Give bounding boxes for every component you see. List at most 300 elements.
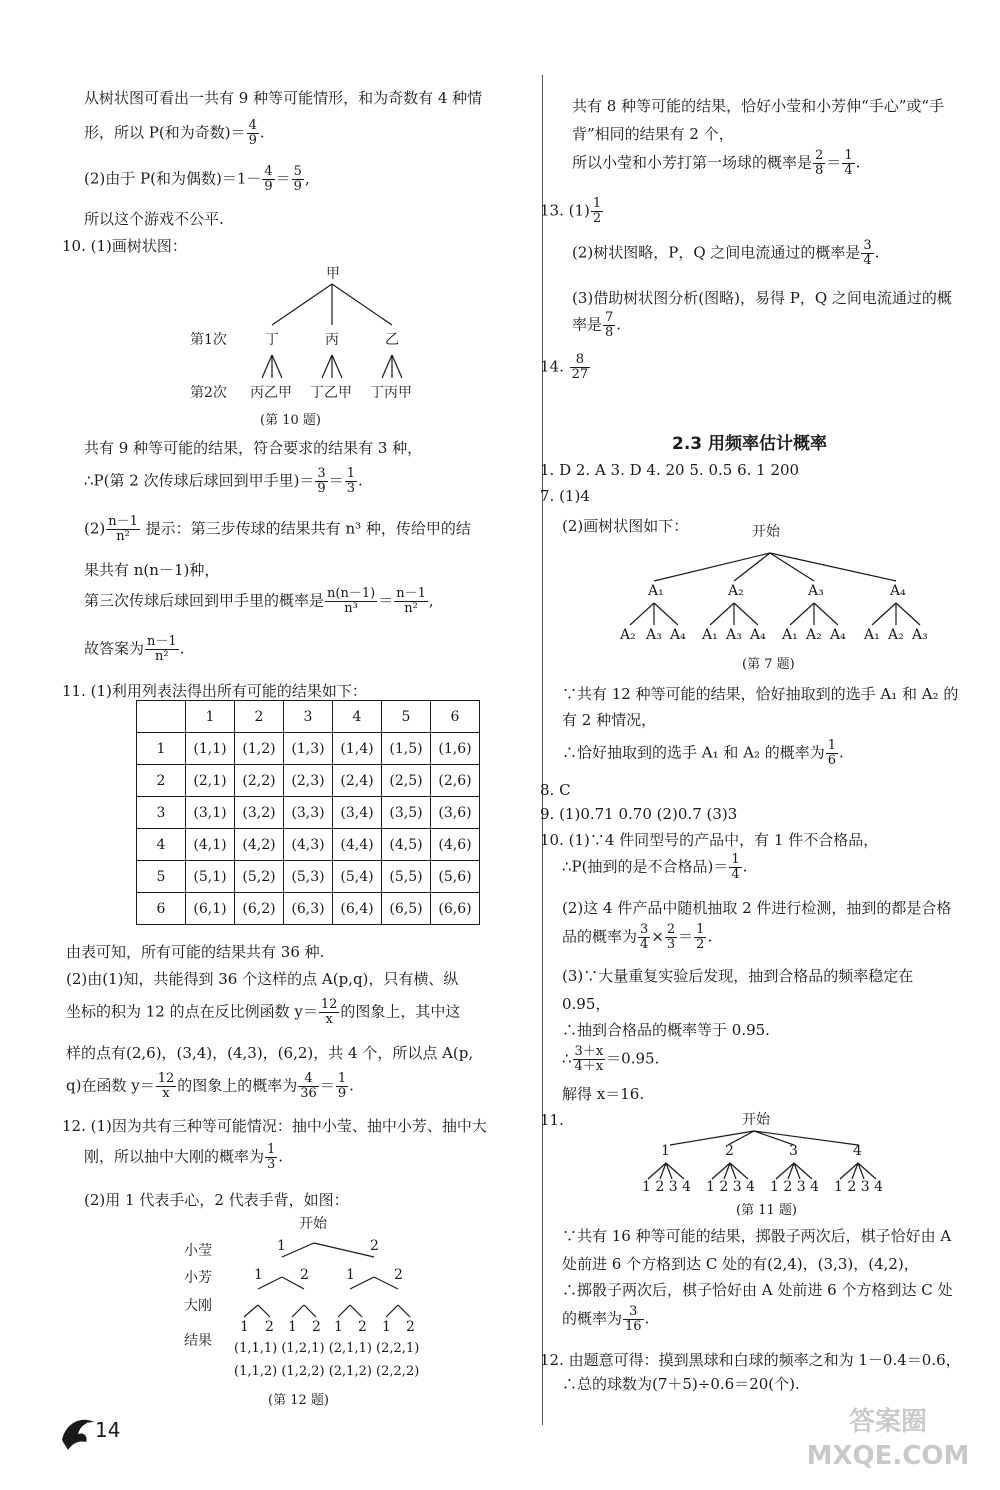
denominator: 16 [625,1319,642,1334]
fraction [570,353,591,382]
tree-node: A₃ [646,627,662,643]
tree-node: A₃ [912,627,928,643]
text-line: ∵共有 12 种等可能的结果，恰好抽取到的选手 A₁ 和 A₂ 的 [562,685,959,703]
table-cell: (6,3) [284,893,333,925]
question-14 [540,353,591,382]
fraction [106,515,140,544]
denominator: 9 [337,1086,347,1101]
text-line: ∴抽到合格品的概率等于 0.95. [562,1021,770,1039]
table-cell: (4,1) [186,829,235,861]
question-9: 9. (1)0.71 0.70 (2)0.7 (3)3 [540,805,738,823]
text-line [66,1072,354,1101]
tree-leaves [250,382,292,402]
fraction [591,197,603,226]
numerator: 2 [666,922,676,937]
table-cell: (5,2) [235,861,284,893]
table-row [137,893,480,925]
text-span: . [349,1076,354,1095]
table-cell: 3 [284,701,333,733]
tree-node: 2 [370,1238,379,1254]
fraction [694,923,706,952]
text-line [84,208,224,229]
table-cell: (1,2) [235,733,284,765]
result-row: (1,1,1) (1,2,1) (2,1,1) (2,2,1) [234,1341,420,1356]
table-cell: (4,6) [431,829,480,861]
numerator: 5 [293,164,302,179]
text-span: . [358,471,363,490]
fraction [298,1072,319,1101]
text-span: 甲 [398,385,412,401]
text-line: (2)这 4 件产品中随机抽取 2 件进行检测，抽到的都是合格 [562,899,952,917]
tree-root: 甲 [326,266,340,282]
denominator: 9 [264,179,273,194]
numerator: 1 [346,466,355,481]
text-span: . [874,243,880,262]
text-span: , [304,169,310,188]
table-row [137,765,480,797]
tree-root: 开始 [752,524,780,540]
question-10: 10. (1)∵4 件同型号的产品中，有 1 件不合格品， [540,831,879,849]
numerator: 4 [248,118,257,133]
numerator: 2 [815,148,824,163]
table-cell: (1,4) [333,733,382,765]
tree-node: A₁ [702,627,718,643]
denominator: 3 [267,1157,276,1172]
tree-node: 2 [406,1319,415,1335]
tree-node: A₃ [808,583,824,599]
tree-node: 1 [240,1319,249,1335]
text-line [84,587,434,616]
table-cell: (6,1) [186,893,235,925]
table-cell: 5 [137,861,186,893]
tree-node: 丙 [325,332,339,348]
text-span: 丁 [370,385,384,401]
text-line [66,941,324,962]
tree-node: A₂ [728,583,744,599]
denominator: 2 [696,937,705,952]
text-span: 共有 8 种等可能的结果，恰好小莹和小芳伸“手心”或“手 [572,97,945,115]
text-span: ∴恰好抽取到的选手 A₁ 和 A₂ 的概率为 [562,743,825,762]
numerator: 3 [317,466,326,481]
fraction [319,998,340,1027]
text-span: 品的概率为 [562,927,638,946]
fraction [336,1072,348,1101]
tree-node: 3 [789,1143,798,1159]
denominator: 2 [592,211,602,226]
table-cell: (2,4) [333,765,382,797]
tree-row-label: 第1次 [190,332,227,348]
denominator: 4 [731,867,740,882]
tree-node: 2 [300,1267,309,1283]
denominator: n² [404,601,418,616]
fraction [315,467,327,496]
text-span: 由表可知，所有可能的结果共有 36 种. [66,943,325,961]
table-cell: 4 [137,829,186,861]
table-cell: (5,4) [333,861,382,893]
question-8: 8. C [540,781,571,799]
result-row: (1,1,2) (1,2,2) (2,1,2) (2,2,2) [234,1364,420,1379]
text-span: (2)由(1)知，共能得到 36 个这样的点 A(p,q)，只有横、纵 [66,970,459,988]
table-cell: (2,1) [186,765,235,797]
table-cell: (1,3) [284,733,333,765]
text-line: ∴掷骰子两次后，棋子恰好由 A 处前进 6 个方格到达 C 处 [562,1281,953,1299]
tree-node: A₁ [864,627,880,643]
table-cell: 2 [235,701,284,733]
tree-row-label: 小莹 [184,1243,212,1259]
table-cell: (4,4) [333,829,382,861]
text-line [572,287,952,308]
text-line [562,1305,649,1334]
denominator: 9 [293,179,302,194]
tree-node: 乙 [385,332,399,348]
text-line: ∴总的球数为(7＋5)÷0.6＝20(个). [562,1375,800,1393]
text-span: (2)用 1 代表手心，2 代表手背，如图： [84,1191,349,1209]
text-span: , [428,591,434,610]
tree-node: 1 [346,1267,355,1283]
fraction [603,311,615,340]
numerator: 1 [267,1142,276,1157]
tree-node: A₂ [888,627,904,643]
page-number: 14 [95,1418,121,1442]
tree-node: A₂ [620,627,636,643]
text-line [84,437,422,458]
table-cell: (2,5) [382,765,431,797]
table-cell: (5,1) [186,861,235,893]
fraction [247,119,259,148]
tree-row-label: 结果 [184,1333,212,1349]
text-line [84,87,482,108]
tree-node: 丁 [265,332,279,348]
fraction [325,587,377,616]
text-span: ＝ [275,169,291,188]
text-span: ＝ [328,471,344,490]
tree-node: 2 [265,1319,274,1335]
text-span: 故答案为 [84,639,145,658]
table-cell: 6 [137,893,186,925]
table-cell: (4,5) [382,829,431,861]
denominator: x [325,1012,333,1027]
text-span: ＝ [378,591,394,610]
table-row [137,861,480,893]
text-span: 14. [540,357,569,376]
fraction [345,467,357,496]
tree-node: 2 [312,1319,321,1335]
tree-row-label: 小芳 [184,1270,212,1286]
table-cell: (2,3) [284,765,333,797]
question-10 [62,235,187,256]
table-header-row [137,701,480,733]
text-line [84,467,363,496]
tree-leaves: 1 2 3 4 [706,1179,755,1195]
text-line: 0.95， [562,995,611,1013]
text-line: 解得 x＝16. [562,1085,645,1103]
denominator: 4 [844,163,853,178]
numerator: n－1 [147,634,177,649]
text-span: 样的点有(2,6)，(3,4)，(4,3)，(6,2)，共 4 个，所以点 A(p, [66,1044,474,1062]
numerator: 3 [863,238,872,253]
question-7: 7. (1)4 [540,487,590,505]
text-span: . [644,1309,650,1328]
table-row [137,829,480,861]
section-title: 2.3 用频率估计概率 [672,434,828,454]
tree-row-label: 第2次 [190,385,227,401]
text-line [84,1189,349,1210]
text-span: . [839,743,844,762]
column-divider [542,75,543,1425]
fraction [265,1143,277,1172]
text-span: ∴P(抽到的是不合格品)＝ [562,857,729,876]
table-cell: (6,4) [333,893,382,925]
numerator: 3 [623,1305,644,1320]
denominator: 36 [300,1086,317,1101]
text-line [84,119,265,148]
text-span: 背”相同的结果有 2 个， [572,125,734,143]
table-cell: (1,5) [382,733,431,765]
table-cell: 4 [333,701,382,733]
text-line [562,1045,659,1074]
text-line [66,1042,473,1063]
text-span: 的概率为 [562,1309,623,1328]
text-span: . [179,639,185,658]
text-span: ＝ [319,1076,335,1095]
tree-leaves [370,382,412,402]
table-cell: 1 [186,701,235,733]
tree-leaves: 1 2 3 4 [770,1179,819,1195]
tree-root: 开始 [742,1112,770,1128]
numerator: 3 [640,922,649,937]
table-cell: (3,4) [333,797,382,829]
fraction [573,1045,606,1074]
text-span: 甲 [338,385,352,401]
tree-node: 1 [334,1319,343,1335]
denominator: 3 [666,937,676,952]
denominator: 3 [346,481,355,496]
table-cell: (6,2) [235,893,284,925]
text-line [572,95,944,116]
text-line [562,923,712,952]
text-line [66,998,460,1027]
text-span: 甲 [278,385,292,401]
numerator: 1 [827,738,837,753]
text-line: (2)画树状图如下： [562,517,689,535]
text-line [84,559,219,580]
numerator: n－1 [108,514,138,529]
table-cell: (4,3) [284,829,333,861]
denominator: n² [155,649,169,664]
table-row [137,797,480,829]
table-cell: (6,6) [431,893,480,925]
text-line [84,515,471,544]
fraction [842,149,854,178]
text-line: (3)∵大量重复实验后发现，抽到合格品的频率稳定在 [562,967,914,985]
numerator: 1 [844,148,853,163]
table-cell: (3,3) [284,797,333,829]
tree-node: A₃ [726,627,742,643]
table-cell: 6 [431,701,480,733]
text-span: 乙 [264,385,278,401]
denominator: n² [116,529,130,544]
text-span: 丁 [310,385,324,401]
numerator: 1 [337,1071,347,1086]
text-span: 形，所以 P(和为奇数)＝ [84,123,246,142]
tree-node: A₂ [806,627,822,643]
table-cell: 1 [137,733,186,765]
table-cell: 5 [382,701,431,733]
text-span: 10. (1)画树状图： [62,237,187,255]
text-span: ＝ [826,153,842,172]
text-span: 刚，所以抽中大刚的概率为 [84,1147,265,1166]
denominator: x [162,1086,170,1101]
table-cell: (6,5) [382,893,431,925]
tree-node: 1 [661,1143,670,1159]
table-cell: (4,2) [235,829,284,861]
numerator: 8 [570,353,591,368]
fraction [262,165,274,194]
table-cell: (3,1) [186,797,235,829]
question-11 [62,680,367,701]
numerator: 12 [157,1071,175,1086]
tree-node: 1 [254,1267,263,1283]
numerator: n－1 [396,586,426,601]
fraction [623,1305,644,1334]
table-cell: (2,6) [431,765,480,797]
text-span: . [278,1147,284,1166]
tree-node: 4 [853,1143,862,1159]
text-line [572,149,860,178]
text-span: 提示：第三步传球的结果共有 n³ 种，传给甲的结 [140,519,471,538]
text-span: 11. (1)利用列表法得出所有可能的结果如下： [62,682,367,700]
text-span: × [651,927,664,946]
fraction [813,149,825,178]
text-span: . [855,153,861,172]
tree-root: 开始 [299,1216,327,1232]
table-cell: (1,6) [431,733,480,765]
question-13 [540,197,604,226]
numerator: 1 [592,196,602,211]
numerator: n(n－1) [327,586,376,601]
text-line [66,968,458,989]
tree-node: 1 [288,1319,297,1335]
numerator: 1 [696,922,705,937]
numerator: 7 [605,310,614,325]
text-span: 的图象上的概率为 [177,1076,298,1095]
table-cell: 3 [137,797,186,829]
tree-leaves: 1 2 3 4 [834,1179,883,1195]
text-span: 13. (1) [540,201,590,220]
text-span: ∴ [562,1049,572,1068]
fraction [861,239,873,268]
text-span: ＝0.95. [606,1049,660,1068]
figure-caption: (第 10 题) [260,413,321,428]
denominator: 8 [815,163,824,178]
text-span: (2) [84,519,106,538]
tree-node: 1 [382,1319,391,1335]
denominator: 9 [317,481,326,496]
text-span: 的图象上，其中这 [340,1002,461,1021]
text-span: q)在函数 y＝ [66,1076,155,1095]
text-span: . [259,123,265,142]
tree-node: A₄ [750,627,766,643]
figure-caption: (第 12 题) [268,1393,329,1408]
fraction [729,853,741,882]
denominator: 6 [827,753,837,768]
table-cell: 2 [137,765,186,797]
numerator: 12 [320,997,338,1012]
fraction [826,739,838,768]
numerator: 4 [264,164,273,179]
tree-node: 2 [358,1319,367,1335]
table-cell: (5,5) [382,861,431,893]
answers-1-6: 1. D 2. A 3. D 4. 20 5. 0.5 6. 1 200 [540,461,800,479]
denominator: 4＋x [574,1059,604,1074]
tree-leaves [310,382,352,402]
table-row [137,733,480,765]
text-line: 处前进 6 个方格到达 C 处的有(2,4)，(3,3)，(4,2)， [562,1255,919,1273]
denominator: 4 [640,937,649,952]
text-span: 乙 [324,385,338,401]
fraction [145,635,179,664]
text-line [572,311,621,340]
table-cell: (5,6) [431,861,480,893]
tree-node: A₁ [648,583,664,599]
numerator: 1 [731,852,740,867]
table-cell: (5,3) [284,861,333,893]
outcome-table [136,700,480,925]
text-line [562,853,747,882]
text-span: 从树状图可看出一共有 9 种等可能情形，和为奇数有 4 种情 [84,89,483,107]
fraction [394,587,428,616]
text-line [84,1143,283,1172]
question-12: 12. 由题意可得：摸到黑球和白球的频率之和为 1－0.4＝0.6， [540,1351,961,1369]
figure-caption: (第 7 题) [742,657,795,672]
tree-leaves: 1 2 3 4 [642,1179,691,1195]
denominator: 8 [605,325,614,340]
text-line [572,239,879,268]
table-cell: (2,2) [235,765,284,797]
tree-node: A₄ [830,627,846,643]
text-span: 12. (1)因为共有三种等可能情况：抽中小莹、抽中小芳、抽中大 [62,1117,487,1135]
text-span: 率是 [572,315,603,334]
text-line [572,123,734,144]
numerator: 4 [298,1072,319,1087]
tree-node: A₁ [782,627,798,643]
table-cell: (3,5) [382,797,431,829]
text-span: . [707,927,713,946]
denominator: 27 [571,367,589,382]
fraction [638,923,650,952]
text-span: 果共有 n(n－1)种， [84,561,220,579]
text-span: 所以这个游戏不公平. [84,210,224,228]
tree-node: 2 [725,1143,734,1159]
text-span: ＝ [678,927,694,946]
text-line: ∵共有 16 种等可能的结果，掷骰子两次后，棋子恰好由 A [562,1227,952,1245]
question-11: 11. [540,1111,564,1129]
table-cell: (3,2) [235,797,284,829]
table-cell: (3,6) [431,797,480,829]
denominator: 4 [863,253,872,268]
dolphin-logo-icon [58,1410,98,1455]
text-span: (2)由于 P(和为偶数)＝1－ [84,169,262,188]
tree-row-label: 大刚 [184,1298,212,1314]
text-span: (2)树状图略，P，Q 之间电流通过的概率是 [572,243,861,262]
table-cell: (1,1) [186,733,235,765]
table-cell [137,701,186,733]
tree-node: 2 [394,1267,403,1283]
watermark: 答案圈 MXQE.COM [806,1407,970,1471]
fraction [156,1072,177,1101]
text-line [84,635,184,664]
fraction [665,923,677,952]
